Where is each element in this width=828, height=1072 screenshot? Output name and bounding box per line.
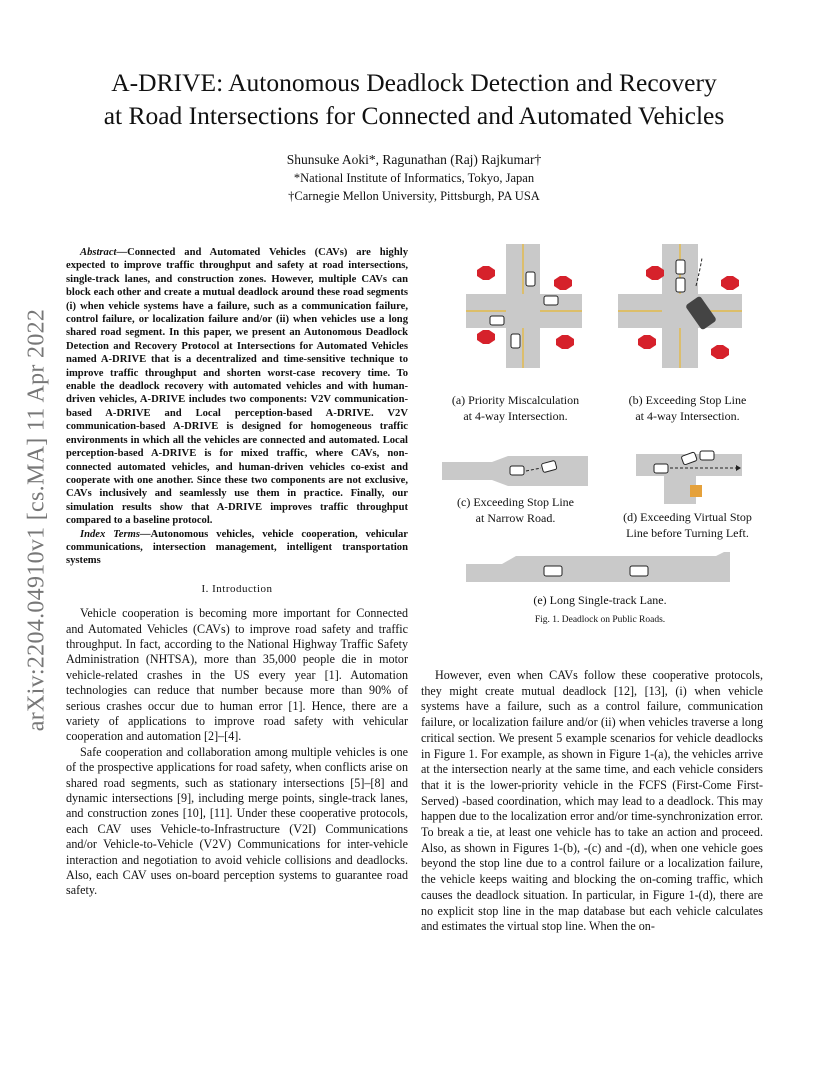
abstract-text: —Connected and Automated Vehicles (CAVs) are highly expected to improve traffic throughput and safety at road intersections, single-track lanes, and construction zones. However, multiple CAVs can block each other and create a mutual deadlock around these road segments (i) when vehicle systems have a failure, such as a communication failure, control failure, or localization failure and/or (ii) when vehicles use a long shared road segment. In this paper, we present an Autonomous Deadlock Detection and Recovery Protocol at Intersections for Automated Vehicles named A-DRIVE that is a decentralized and time-sensitive technique to improve traffic throughput and shorten worst-case recovery time. To enable the deadlock recovery with automated vehicles and with human-driven vehicles, A-DRIVE includes two components: V2V communication-based A-DRIVE and Local perception-based A-DRIVE. V2V communication-based A-DRIVE is designed for homogeneous traffic environments in which all the vehicles are connected and automated. Local perception-based A-DRIVE is for mixed traffic, where CAVs, non-connected automated vehicles, and human-driven vehicles co-exist and cooperate with one another. Since these two components are not exclusive, CAVs inclusively and seamlessly use them in practice. Finally, our simulation results show that A-DRIVE improves traffic throughput compared to a baseline protocol.: [66, 247, 408, 527]
left-column: [66, 246, 408, 899]
caption-a-line-2: at 4-way Intersection.: [463, 408, 568, 423]
abstract-lead: Abstract: [80, 247, 117, 258]
caption-b: [600, 393, 775, 424]
authors: Shunsuke Aoki*, Ragunathan (Raj) Rajkumar†: [286, 152, 542, 167]
caption-b-line-1: (b) Exceeding Stop Line: [628, 393, 747, 407]
figure-1: [420, 240, 780, 630]
arxiv-id: arXiv:2204.04910v1 [cs.MA] 11 Apr 2022: [23, 308, 50, 732]
author-block: [0, 151, 828, 205]
caption-b-line-2: at 4-way Intersection.: [635, 408, 740, 423]
paper-title: [40, 66, 788, 132]
caption-c-line-2: at Narrow Road.: [475, 510, 556, 525]
figure-caption: Fig. 1. Deadlock on Public Roads.: [534, 615, 666, 625]
caption-d: [600, 510, 775, 541]
caption-e: (e) Long Single-track Lane.: [533, 593, 667, 607]
arxiv-sidebar: [14, 280, 60, 760]
caption-c: [428, 495, 603, 526]
intro-paragraph-1: Vehicle cooperation is becoming more important for Connected and Automated Vehicles (CAVs) to improve road safety and traffic throughput. In fact, according to the National Highway Traffic Safety Administration (NHTSA), more than 35,000 people die in motor vehicle-related crashes in the US every year [1]. Automation technologies can reduce that number because more than 90% of serious crashes occur due to human error [1]. Hence, there are a variety of applications to improve road safety with vehicular cooperation and automation [2]–[4].: [66, 606, 408, 744]
figure-panel-e: [466, 552, 730, 586]
caption-a: [428, 393, 603, 424]
figure-panel-a: [466, 244, 582, 368]
right-column: [421, 668, 763, 935]
affiliation-2: †Carnegie Mellon University, Pittsburgh, PA USA: [288, 189, 540, 203]
section-heading: I. Introduction: [201, 582, 273, 595]
figure-panel-b: [618, 244, 742, 368]
caption-d-line-1: (d) Exceeding Virtual Stop: [623, 510, 752, 524]
index-terms-lead: Index Terms: [80, 528, 140, 540]
figure-panel-c: [442, 456, 588, 486]
caption-c-line-1: (c) Exceeding Stop Line: [457, 495, 574, 509]
affiliation-1: *National Institute of Informatics, Tokyo, Japan: [293, 171, 535, 185]
figure-panel-d: [636, 440, 742, 504]
title-line-2: at Road Intersections for Connected and Automated Vehicles: [103, 101, 725, 130]
index-terms-text: —Autonomous vehicles, vehicle cooperation, vehicular communications, intersection management, intelligent transportation systems: [66, 528, 408, 567]
intro-paragraph-3: However, even when CAVs follow these cooperative protocols, they might create mutual deadlock [12], [13], (i) when vehicle systems have a failure, such as a control failure, communication failure, or localization failure and/or (ii) when vehicles traverse a long critical section. We present 5 example scenarios for vehicle deadlocks in Figure 1. For example, as shown in Figure 1-(a), the vehicles arrive at the intersection nearly at the same time, and each vehicle considers that it is the lower-priority vehicle in the FCFS (First-Come First-Served) -based coordination, which may lead to a deadlock. This may happen due to the localization error and/or time-synchronization error. To break a tie, at least one vehicle has to take an action and proceed. Also, as shown in Figures 1-(b), -(c) and -(d), when one vehicle goes beyond the stop line due to a control failure or a localization failure, the vehicle keeps waiting and blocking the on-coming traffic, which causes the deadlock situation. In particular, in Figure 1-(d), there are no explicit stop line in the map database but each vehicle calculates and estimates the virtual stop line. When the on-: [421, 668, 763, 934]
index-terms: [66, 528, 408, 568]
abstract: [66, 246, 408, 528]
title-line-1: A-DRIVE: Autonomous Deadlock Detection and Recovery: [111, 68, 717, 97]
caption-a-line-1: (a) Priority Miscalculation: [451, 393, 580, 407]
intro-paragraph-2: Safe cooperation and collaboration among multiple vehicles is one of the prospective applications for road safety, when conflicts arise on shared road segments, such as stationary intersections [5]–[8] and dynamic intersections [9], including merge points, single-track lanes, and construction zones [10], [11]. Under these cooperative protocols, each CAV uses Vehicle-to-Infrastructure (V2I) Communications and/or Vehicle-to-Vehicle (V2V) Communications for inter-vehicle interaction and negotiation to avoid vehicle collisions and deadlocks. Also, each CAV uses on-board perception systems to guarantee road safety.: [66, 744, 408, 898]
caption-d-line-2: Line before Turning Left.: [626, 525, 749, 540]
